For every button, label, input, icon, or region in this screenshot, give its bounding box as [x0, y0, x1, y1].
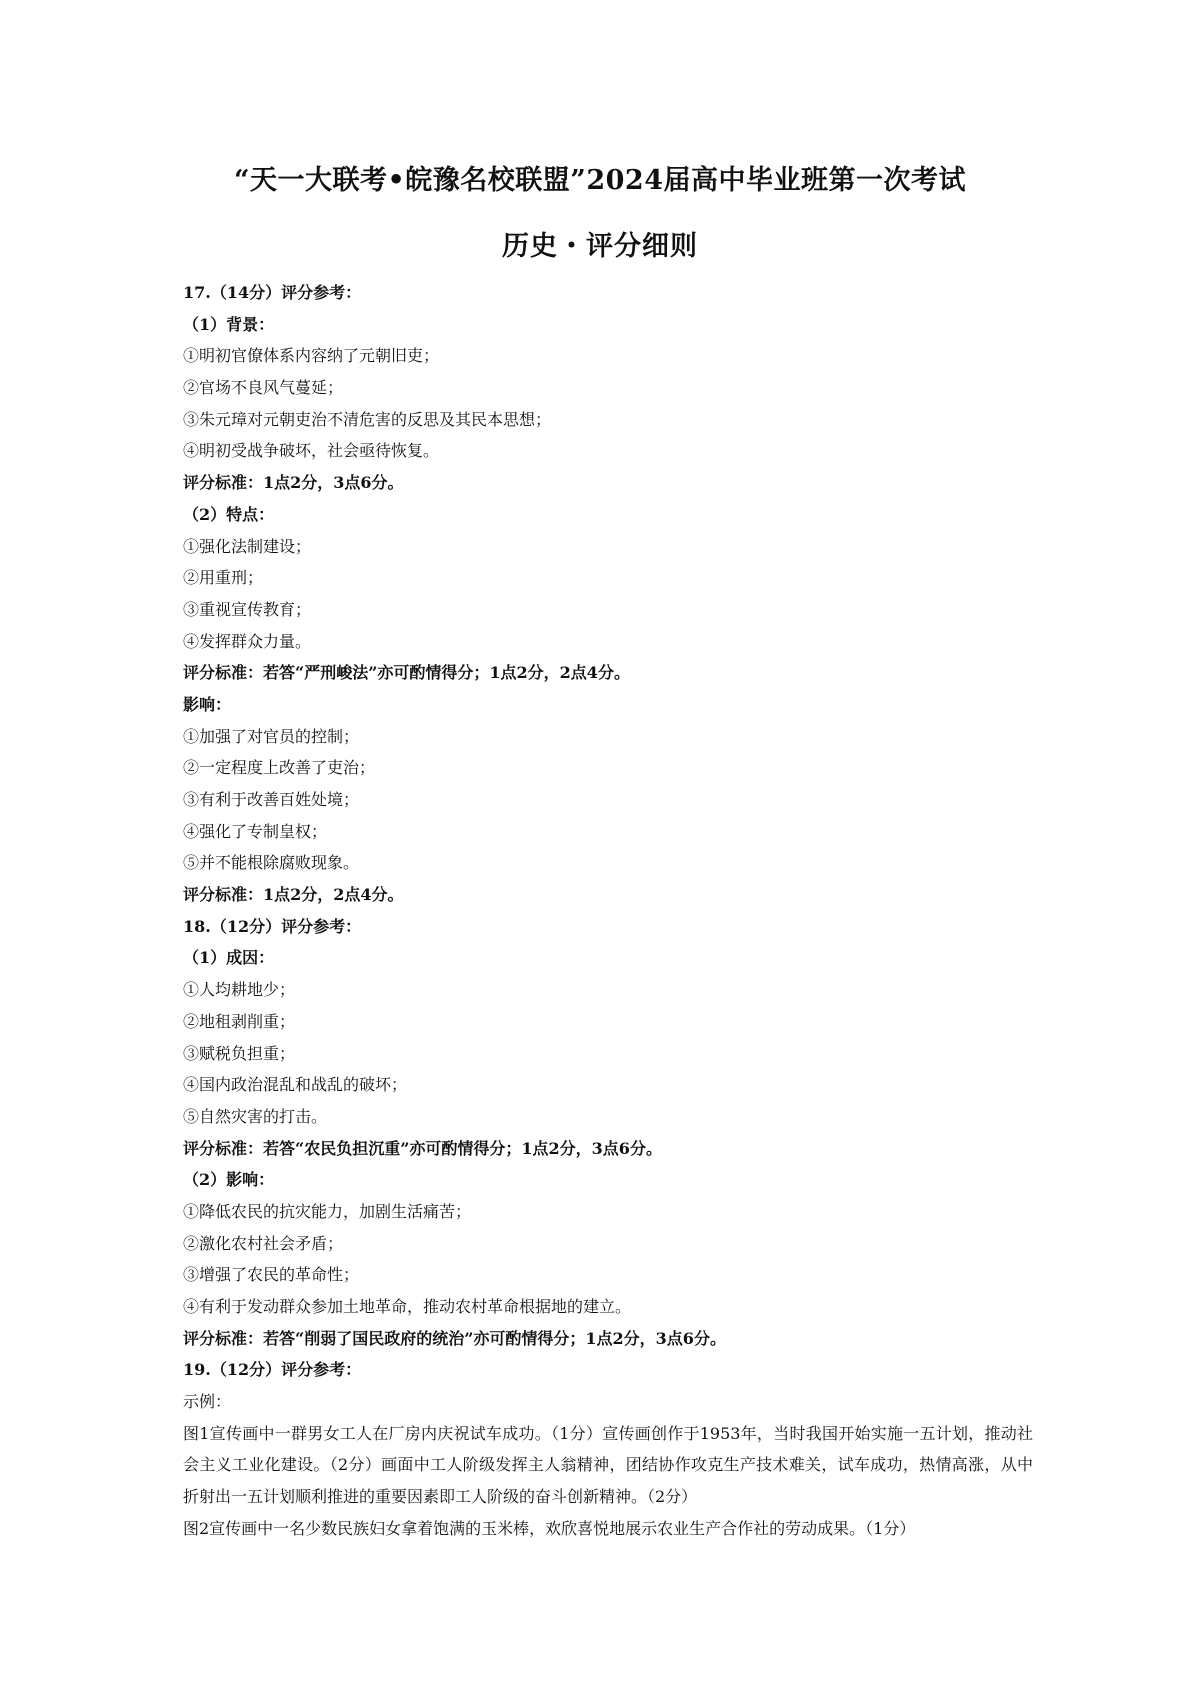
text-line: ③有利于改善百姓处境；	[183, 790, 360, 809]
text-line: ④明初受战争破坏，社会亟待恢复。	[183, 441, 440, 461]
text-line: ④有利于发动群众参加土地革命，推动农村革命根据地的建立。	[183, 1297, 632, 1316]
text-line: ③朱元璋对元朝吏治不清危害的反思及其民本思想；	[183, 409, 552, 429]
answer-paragraph-1: 图1宣传画中一群男女工人在厂房内庆祝试车成功。（1分）宣传画创作于1953年，当时我国开始实施一五计划，推动社会主义工业化建设。（2分）画面中工人阶级发挥主人翁精神，团结协作攻克生产技术难关，试车成功，热情高涨，从中折射出一五计划顺利推进的重要因素即工人阶级的奋斗创新精神。（2分）	[183, 1423, 1033, 1507]
section-heading-line: 18.（12分）评分参考：	[183, 916, 362, 936]
text-line: ③增强了农民的革命性；	[183, 1265, 360, 1285]
document-subtitle: 历史・评分细则	[502, 231, 698, 262]
text-line: ③赋税负担重；	[183, 1043, 296, 1063]
answer-paragraph-2: 图2宣传画中一名少数民族妇女拿着饱满的玉米棒，欢欣喜悦地展示农业生产合作社的劳动成果。（1分）	[183, 1518, 916, 1538]
text-line: ①降低农民的抗灾能力，加剧生活痛苦；	[183, 1201, 472, 1221]
section-heading-line: 评分标准：若答“严刑峻法”亦可酌情得分；1点2分，2点4分。	[183, 663, 630, 683]
text-line: ①明初官僚体系内容纳了元朝旧吏；	[183, 346, 440, 366]
section-heading-line: 评分标准：1点2分，2点4分。	[183, 885, 404, 905]
text-line: ④强化了专制皇权；	[183, 821, 328, 841]
document-title: “天一大联考•皖豫名校联盟”2024届高中毕业班第一次考试	[234, 165, 966, 196]
section-heading-line: 评分标准：1点2分，3点6分。	[183, 473, 404, 493]
text-line: ④国内政治混乱和战乱的破坏；	[183, 1075, 408, 1095]
section-heading-line: （1）成因：	[183, 948, 275, 968]
text-line: ④发挥群众力量。	[183, 631, 312, 651]
text-line: ⑤并不能根除腐败现象。	[183, 853, 360, 873]
text-line: ①加强了对官员的控制；	[183, 726, 360, 746]
text-line: ②官场不良风气蔓延；	[183, 378, 344, 398]
text-line: 示例：	[183, 1392, 232, 1412]
text-line: ②激化农村社会矛盾；	[183, 1233, 344, 1253]
text-line: ①人均耕地少；	[183, 980, 296, 1000]
section-heading-line: 评分标准：若答“农民负担沉重”亦可酌情得分；1点2分，3点6分。	[183, 1138, 662, 1158]
text-line: ②一定程度上改善了吏治；	[183, 758, 376, 778]
line-list	[183, 277, 1033, 1418]
text-line: ①强化法制建设；	[183, 536, 312, 556]
section-heading-line: （1）背景：	[183, 314, 275, 334]
section-heading-line: 评分标准：若答“削弱了国民政府的统治”亦可酌情得分；1点2分，3点6分。	[183, 1328, 726, 1348]
section-heading-line: （2）影响：	[183, 1170, 275, 1190]
text-line: ②地租剥削重；	[183, 1011, 296, 1031]
section-heading-line: （2）特点：	[183, 504, 275, 524]
section-heading-line: 17.（14分）评分参考：	[183, 283, 362, 302]
text-line: ②用重刑；	[183, 568, 264, 588]
document-body	[183, 277, 1033, 1545]
section-heading-line: 影响：	[183, 694, 232, 714]
section-heading-line: 19.（12分）评分参考：	[183, 1360, 362, 1380]
text-line: ③重视宣传教育；	[183, 599, 312, 619]
text-line: ⑤自然灾害的打击。	[183, 1106, 328, 1126]
